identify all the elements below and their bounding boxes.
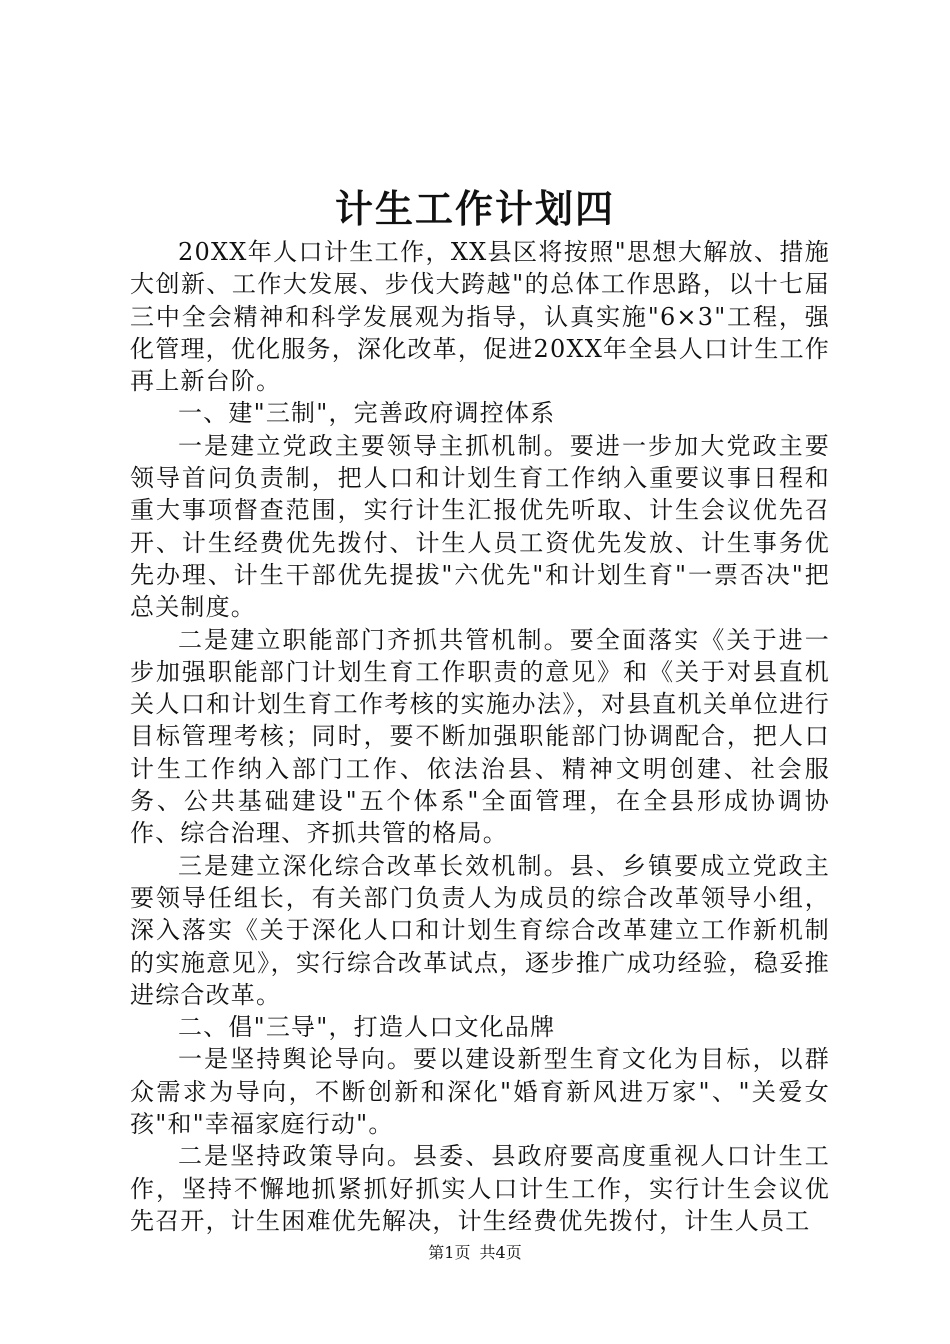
document-body	[130, 236, 830, 1237]
page-footer	[0, 1242, 950, 1264]
paragraph: 一是坚持舆论导向。要以建设新型生育文化为目标，以群众需求为导向，不断创新和深化"婚育新风进万家"、"关爱女孩"和"幸福家庭行动"。	[130, 1045, 830, 1139]
section-heading-2: 二、倡"三导"，打造人口文化品牌	[178, 1013, 556, 1042]
page-number: 第1页	[428, 1243, 471, 1262]
paragraph: 二是坚持政策导向。县委、县政府要高度重视人口计生工作，坚持不懈地抓紧抓好抓实人口计生工作，实行计生会议优先召开，计生困难优先解决，计生经费优先拨付，计生人员工	[130, 1142, 830, 1235]
page-total: 共4页	[479, 1243, 522, 1262]
paragraph: 三是建立深化综合改革长效机制。县、乡镇要成立党政主要领导任组长，有关部门负责人为成员的综合改革领导小组，深入落实《关于深化人口和计划生育综合改革建立工作新机制的实施意见》，实行综合改革试点，逐步推广成功经验，稳妥推进综合改革。	[130, 851, 830, 1009]
paragraph: 二是建立职能部门齐抓共管机制。要全面落实《关于进一步加强职能部门计划生育工作职责的意见》和《关于对县直机关人口和计划生育工作考核的实施办法》，对县直机关单位进行目标管理考核；同时，要不断加强职能部门协调配合，把人口计生工作纳入部门工作、依法治县、精神文明创建、社会服务、公共基础建设"五个体系"全面管理，在全县形成协调协作、综合治理、齐抓共管的格局。	[130, 625, 830, 848]
paragraph-intro: 20XX年人口计生工作，XX县区将按照"思想大解放、措施大创新、工作大发展、步伐大跨越"的总体工作思路，以十七届三中全会精神和科学发展观为指导，认真实施"6×3"工程，强化管理，优化服务，深化改革，促进20XX年全县人口计生工作再上新台阶。	[130, 238, 830, 396]
paragraph: 一是建立党政主要领导主抓机制。要进一步加大党政主要领导首问负责制，把人口和计划生育工作纳入重要议事日程和重大事项督查范围，实行计生汇报优先听取、计生会议优先召开、计生经费优先拨付、计生人员工资优先发放、计生事务优先办理、计生干部优先提拔"六优先"和计划生育"一票否决"把总关制度。	[130, 431, 830, 622]
document-title: 计生工作计划四	[334, 186, 615, 231]
section-heading-1: 一、建"三制"，完善政府调控体系	[178, 399, 556, 428]
